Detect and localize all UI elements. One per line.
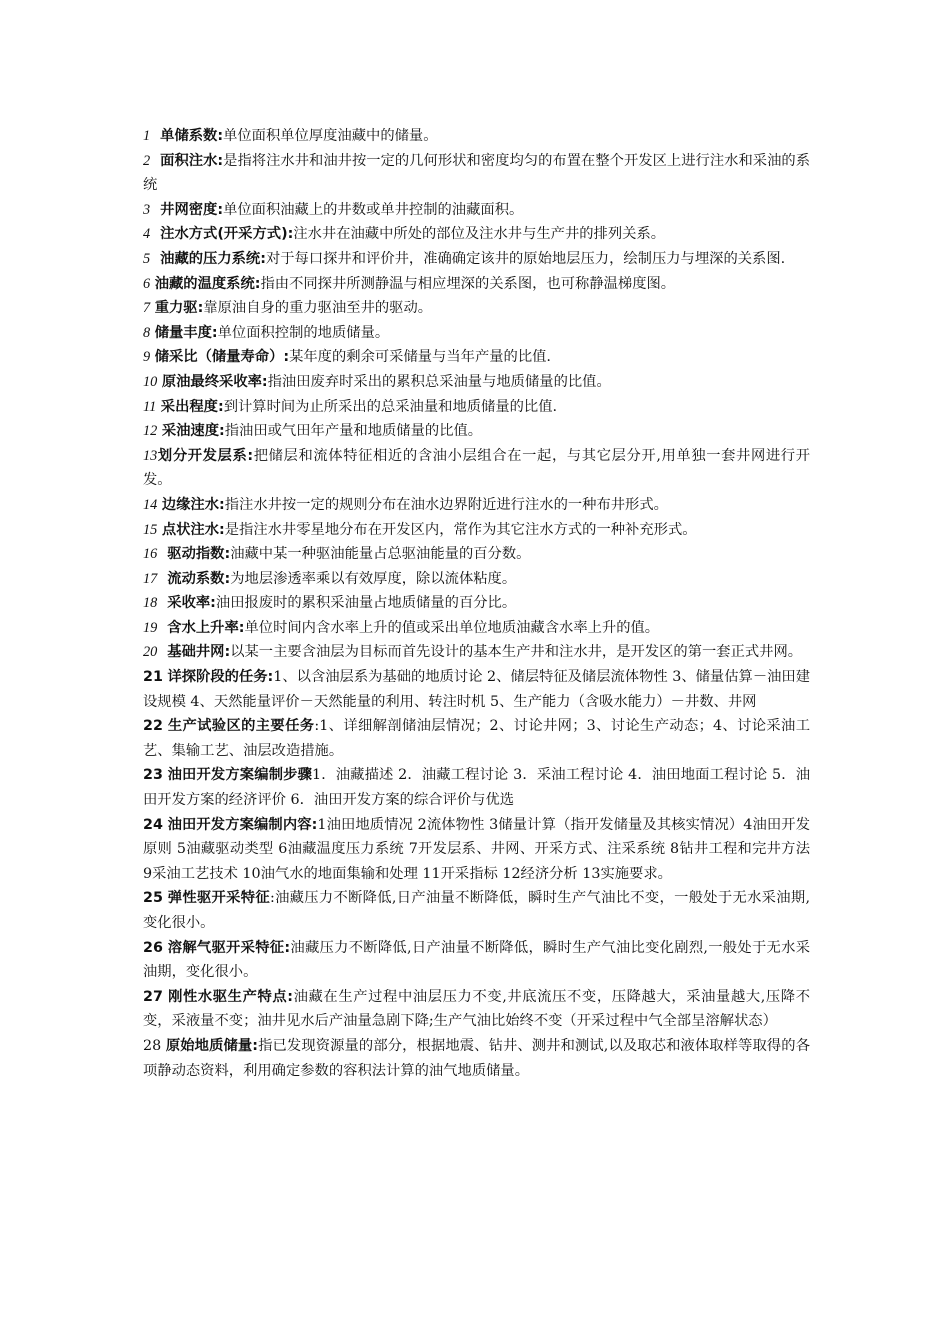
glossary-entry-18 (143, 591, 810, 616)
glossary-entry-12 (143, 419, 810, 444)
glossary-entry-2 (143, 149, 810, 198)
entry-number: 22 (143, 718, 163, 735)
glossary-entry-19 (143, 616, 810, 641)
entry-number: 28 (143, 1037, 162, 1054)
entry-definition: 1．油藏描述 2．油藏工程讨论 3．采油工程讨论 4．油田地面工程讨论 5．油田开发方案的经济评价 6．油田开发方案的综合评价与优选 (143, 767, 811, 809)
glossary-entry-20 (143, 640, 810, 665)
entry-definition: 油藏中某一种驱油能量占总驱油能量的百分数。 (230, 546, 531, 563)
entry-definition: 单位面积控制的地质储量。 (217, 324, 390, 341)
entry-number: 5 (143, 250, 151, 267)
glossary-entry-10 (143, 370, 810, 395)
glossary-entry-7 (143, 296, 810, 321)
entry-definition: 单位时间内含水率上升的值或采出单位地质油藏含水率上升的值。 (244, 619, 660, 636)
glossary-entry-23 (143, 763, 810, 812)
entry-number: 2 (143, 152, 151, 169)
entry-term: 油田开发方案编制步骤 (167, 767, 313, 784)
glossary-list (143, 124, 810, 1083)
entry-term: 井网密度: (160, 201, 224, 218)
entry-definition: 油藏压力不断降低,日产油量不断降低，瞬时生产气油比变化剧烈,一般处于无水采油期，变化很小。 (143, 939, 811, 981)
entry-number: 24 (143, 816, 163, 833)
glossary-entry-6 (143, 272, 810, 297)
entry-number: 7 (143, 300, 151, 317)
glossary-entry-15 (143, 518, 810, 543)
glossary-entry-24 (143, 813, 810, 887)
entry-number: 14 (143, 496, 158, 513)
entry-term: 驱动指数: (167, 546, 231, 563)
entry-number: 12 (143, 423, 158, 440)
glossary-entry-1 (143, 124, 810, 149)
entry-definition: 为地层渗透率乘以有效厚度，除以流体粘度。 (230, 570, 517, 587)
entry-definition: 油田报废时的累积采油量占地质储量的百分比。 (215, 595, 517, 612)
entry-definition: 指油田或气田年产量和地质储量的比值。 (224, 423, 483, 440)
glossary-entry-13 (143, 444, 810, 493)
entry-number: 17 (143, 570, 158, 587)
entry-definition: 油藏在生产过程中油层压力不变,井底流压不变，压降越大，采油量越大,压降不变，采液量不变；油井见水后产油量急剧下降;生产气油比始终不变（开采过程中气全部呈溶解状态） (143, 988, 811, 1030)
entry-number: 10 (143, 373, 158, 390)
glossary-entry-4 (143, 222, 810, 247)
glossary-entry-27 (143, 985, 810, 1034)
entry-term: 溶解气驱开采特征: (167, 939, 291, 956)
entry-term: 点状注水: (161, 521, 225, 538)
entry-number: 11 (143, 398, 157, 415)
entry-definition: 是指将注水井和油井按一定的几何形状和密度均匀的布置在整个开发区上进行注水和采油的系统 (143, 152, 811, 194)
entry-term: 储量丰度: (154, 324, 218, 341)
entry-definition: 某年度的剩余可采储量与当年产量的比值. (289, 349, 551, 366)
entry-term: 含水上升率: (167, 619, 245, 636)
entry-term: 刚性水驱生产特点: (168, 988, 294, 1005)
entry-term: 采收率: (167, 595, 216, 612)
glossary-entry-26 (143, 936, 810, 985)
entry-definition: :1、详细解剖储油层情况；2、讨论井网；3、讨论生产动态；4、讨论采油工艺、集输工艺、油层改造措施。 (143, 718, 811, 759)
entry-definition: 对于每口探井和评价井，准确确定该井的原始地层压力，绘制压力与埋深的关系图. (265, 250, 786, 267)
entry-term: 油藏的压力系统: (160, 250, 266, 267)
entry-number: 23 (143, 767, 163, 784)
entry-term: 重力驱: (154, 300, 204, 317)
entry-term: 采出程度: (160, 398, 224, 415)
entry-term: 边缘注水: (161, 496, 225, 513)
entry-term: 生产试验区的主要任务 (167, 718, 315, 735)
entry-term: 流动系数: (167, 570, 231, 587)
entry-definition: 指由不同探井所测静温与相应埋深的关系图，也可称静温梯度图。 (260, 275, 676, 292)
entry-term: 注水方式(开采方式): (160, 226, 294, 243)
entry-definition: :油藏压力不断降低,日产油量不断降低，瞬时生产气油比不变，一般处于无水采油期,变化很小。 (143, 890, 811, 931)
glossary-entry-3 (143, 198, 810, 223)
entry-definition: 指注水井按一定的规则分布在油水边界附近进行注水的一种布井形式。 (224, 496, 668, 513)
entry-term: 原始地质储量: (165, 1037, 258, 1054)
entry-number: 19 (143, 619, 158, 636)
entry-number: 27 (143, 988, 163, 1005)
entry-definition: 单位面积油藏上的井数或单井控制的油藏面积。 (223, 201, 524, 218)
entry-definition: 指油田废弃时采出的累积总采油量与地质储量的比值。 (267, 373, 611, 390)
entry-number: 4 (143, 226, 151, 243)
entry-number: 1 (143, 128, 151, 144)
entry-definition: 单位面积单位厚度油藏中的储量。 (223, 128, 438, 144)
entry-number: 16 (143, 546, 158, 563)
entry-term: 划分开发层系: (157, 447, 254, 464)
entry-definition: 1、以含油层系为基础的地质讨论 2、储层特征及储层流体物性 3、储量估算－油田建设规模 4、天然能量评价－天然能量的利用、转注时机 5、生产能力（含吸水能力）－井数、井网 (143, 669, 811, 710)
entry-definition: 以某一主要含油层为目标而首先设计的基本生产井和注水井，是开发区的第一套正式井网。 (230, 644, 803, 661)
entry-term: 弹性驱开采特征 (167, 890, 270, 907)
entry-term: 储采比（储量寿命）: (154, 349, 290, 366)
entry-definition: 是指注水井零星地分布在开发区内，常作为其它注水方式的一种补充形式。 (224, 521, 697, 538)
entry-definition: 注水井在油藏中所处的部位及注水井与生产井的排列关系。 (293, 226, 666, 243)
entry-term: 基础井网: (167, 644, 231, 661)
glossary-entry-25 (143, 886, 810, 935)
glossary-entry-22 (143, 714, 810, 763)
glossary-entry-8 (143, 321, 810, 346)
entry-definition: 靠原油自身的重力驱油至井的驱动。 (203, 300, 433, 317)
glossary-entry-14 (143, 493, 810, 518)
glossary-entry-9 (143, 345, 810, 370)
entry-definition: 指已发现资源量的部分，根据地震、钻井、测井和测试,以及取芯和液体取样等取得的各项静动态资料，利用确定参数的容积法计算的油气地质储量。 (143, 1037, 810, 1079)
entry-number: 6 (143, 275, 151, 292)
entry-number: 21 (143, 669, 163, 686)
glossary-entry-28 (143, 1034, 810, 1083)
entry-definition: 到计算时间为止所采出的总采油量和地质储量的比值. (223, 398, 558, 415)
entry-number: 9 (143, 349, 151, 366)
entry-number: 8 (143, 324, 151, 341)
entry-term: 油藏的温度系统: (154, 275, 261, 292)
entry-term: 采油速度: (161, 423, 225, 440)
entry-term: 油田开发方案编制内容: (167, 816, 318, 833)
entry-term: 原油最终采收率: (161, 373, 268, 390)
glossary-entry-17 (143, 567, 810, 592)
entry-term: 单储系数: (160, 128, 224, 144)
entry-number: 18 (143, 595, 158, 612)
entry-number: 26 (143, 939, 163, 956)
entry-number: 25 (143, 890, 163, 907)
entry-definition: 把储层和流体特征相近的含油小层组合在一起，与其它层分开,用单独一套井网进行开发。 (143, 447, 811, 489)
entry-term: 详探阶段的任务: (167, 669, 274, 686)
glossary-entry-11 (143, 395, 810, 420)
entry-number: 20 (143, 644, 158, 661)
entry-definition: 1油田地质情况 2流体物性 3储量计算（指开发储量及其核实情况）4油田开发原则 5油藏驱动类型 6油藏温度压力系统 7开发层系、井网、开采方式、注采系统 8钻井工程和完井方法 9采油工艺技术 10油气水的地面集输和处理 11开采指标 12经济分析 13实施要求。 (143, 816, 810, 882)
glossary-entry-5 (143, 247, 810, 272)
entry-number: 3 (143, 201, 151, 218)
entry-number: 13 (143, 447, 158, 464)
entry-term: 面积注水: (160, 152, 224, 169)
entry-number: 15 (143, 521, 158, 538)
glossary-entry-16 (143, 542, 810, 567)
glossary-entry-21 (143, 665, 810, 714)
